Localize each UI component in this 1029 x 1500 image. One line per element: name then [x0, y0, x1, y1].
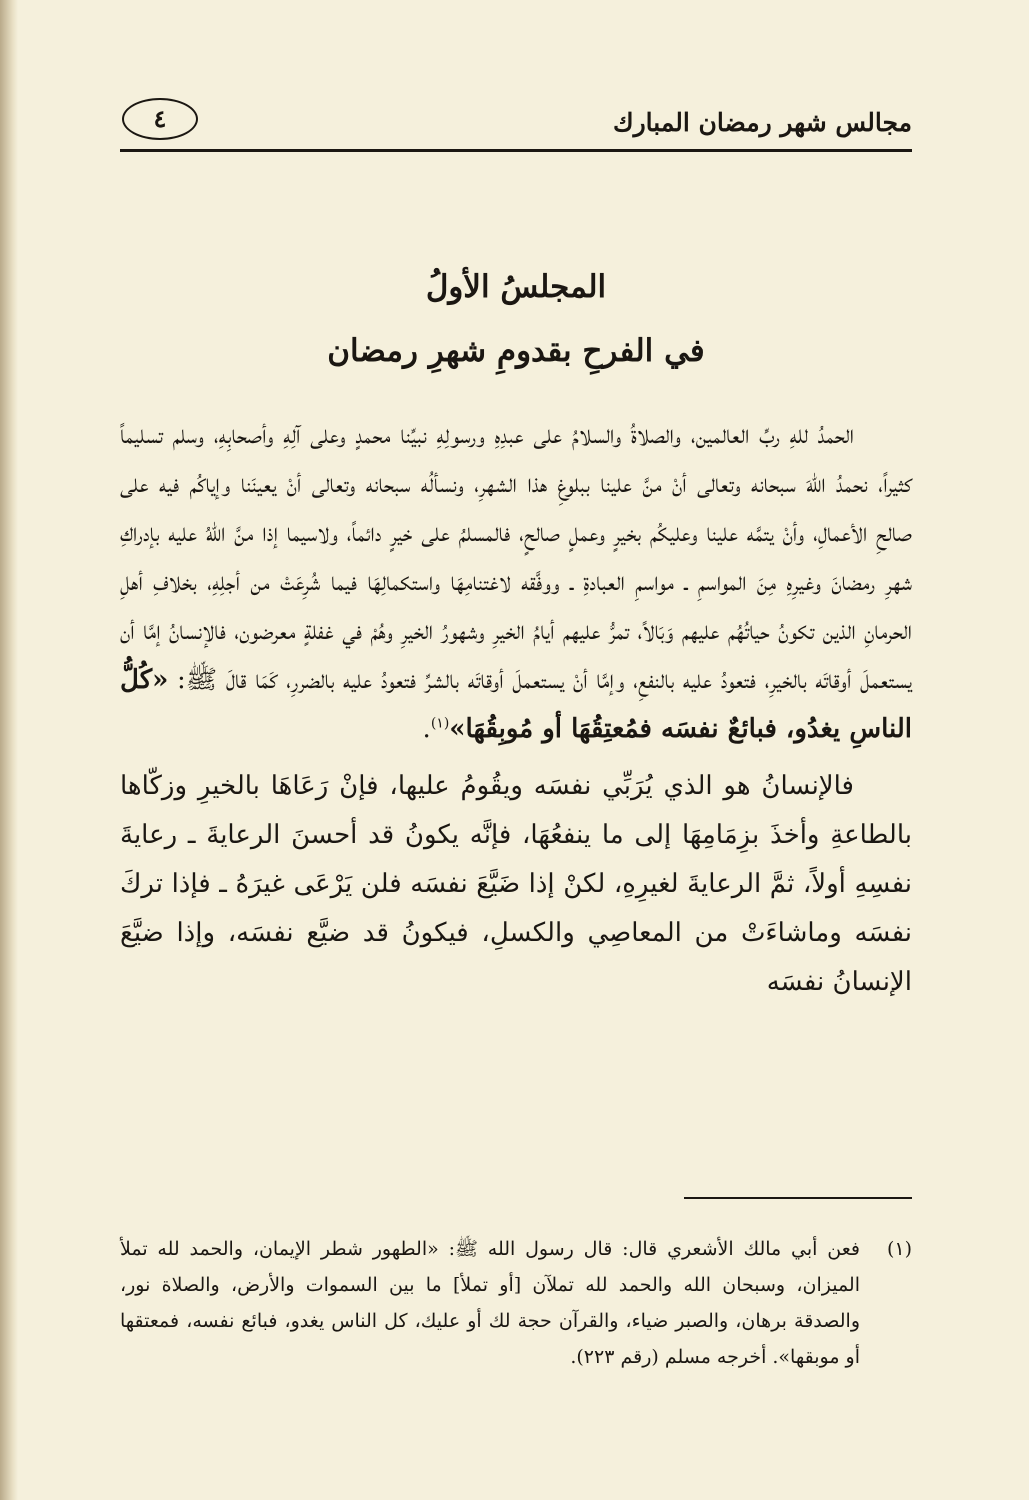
paragraph-one-text: الحمدُ للهِ ربِّ العالمين، والصلاةُ والسلامُ على عبدِهِ ورسولِهِ نبيِّنا محمدٍ وعلى آلِهِ وأصحابِهِ، وسلم تسليماً كثيراً، نحمدُ اللهَ سبحانه وتعالى أنْ منَّ علينا ببلوغِ هذا الشهرِ، ونسألُه سبحانه وتعالى أنْ يعينَنا وإياكُم فيه على صالحِ الأعمالِ، وأنْ يتمَّه علينا وعليكُم بخيرٍ وعملٍ صالحٍ، فالمسلمُ على خيرٍ دائماً، ولاسيما إذا منَّ اللهُ عليه بإدراكِ شهرِ رمضانَ وغيرِهِ مِنَ المواسمِ ـ مواسمِ العبادةِ ـ ووفَّقه لاغتنامِهَا واستكمالِهَا فيما شُرِعَتْ من أجلِهِ، بخلافِ أهلِ الحرمانِ الذين تكونُ حياتُهُم عليهم وَبَالاً، تمرُّ عليهم أيامُ الخيرِ وشهورُ الخيرِ وهُمْ في غفلةٍ معرضون، فالإنسانُ إمَّا أن يستعملَ أوقاتَه بالخيرِ، فتعودُ عليه بالنفعِ، وإمَّا أنْ يستعملَ أوقاتَه بالشرِّ فتعودُ عليه بالضررِ، كَمَا قالَ ﷺ:: [120, 420, 912, 695]
main-text: [120, 411, 912, 1007]
running-header: [120, 92, 912, 152]
footnote-reference: (١): [430, 715, 450, 732]
page-binding-shadow: [0, 0, 18, 1500]
chapter-title: المجلسُ الأولُ: [425, 268, 607, 305]
running-title: مجالس شهر رمضان المبارك: [613, 108, 912, 137]
hadith-quote: «كُلُّ الناسِ يغدُو، فبائعٌ نفسَه فمُعتِقُهَا أو مُوبِقُهَا»: [120, 665, 912, 744]
page-number: ٤: [122, 98, 198, 140]
footnote-text: فعن أبي مالك الأشعري قال: قال رسول الله ﷺ: «الطهور شطر الإيمان، والحمد لله تملأ الميزان، وسبحان الله والحمد لله تملآن [أو تملأ] ما بين السموات والأرض، والصلاة نور، والصدقة برهان، والصبر ضياء، والقرآن حجة لك أو عليك، كل الناس يغدو، فبائع نفسه، فمعتقها أو موبقها». أخرجه مسلم (رقم ٢٢٣).: [120, 1238, 860, 1368]
footnote-marker: (١): [886, 1238, 912, 1260]
paragraph-one-ending: .: [422, 714, 431, 744]
header-rule: [120, 149, 912, 152]
paragraph-two: فالإنسانُ هو الذي يُرَبِّي نفسَه ويقُومُ عليها، فإنْ رَعَاهَا بالخيرِ وزكّاها بالطاعةِ وأخذَ بزِمَامِهَا إلى ما ينفعُهَا، فإنَّه يكونُ قد أحسنَ الرعايةَ ـ رعايةَ نفسِهِ أولاً، ثمَّ الرعايةَ لغيرِهِ، لكنْ إذا ضَيَّعَ نفسَه فلن يَرْعَى غيرَهُ ـ فإذا تركَ نفسَه وماشاءَتْ من المعاصِي والكسلِ، فيكونُ قد ضيَّع نفسَه، وإذا ضيَّعَ الإنسانُ نفسَه: [120, 771, 912, 997]
footnote-separator: [684, 1197, 912, 1199]
paragraph-one: [120, 411, 912, 754]
chapter-subtitle: في الفرحِ بقدومِ شهرِ رمضان: [327, 332, 705, 369]
footnote: [120, 1231, 912, 1375]
